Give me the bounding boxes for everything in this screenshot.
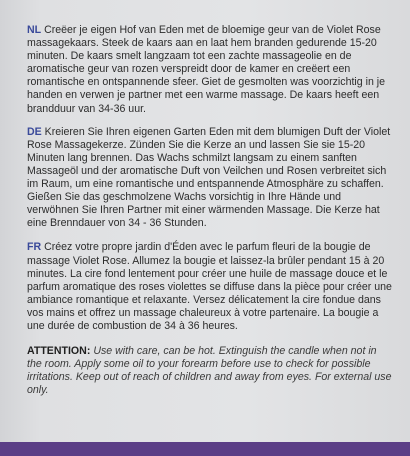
attention-notice [27, 345, 393, 397]
section-de [27, 126, 393, 231]
instructions-block [27, 24, 393, 407]
attention-label: ATTENTION: [27, 345, 91, 358]
section-fr [27, 241, 393, 333]
section-fr-text: Créez votre propre jardin d'Éden avec le parfum fleuri de la bougie de massage Violet Rose. Allumez la bougie et laissez-la brûler pendant 15 à 20 minutes. La cire fond lentement pour créer une huile de massage douce et le parfum aromatique des roses violettes se diffuse dans la pièce pour créer une ambiance romantique et relaxante. Versez délicatement la cire fondue dans vos mains et offrez un massage chaleureux à votre partenaire. La bougie a une durée de combustion de 34 à 36 heures. [27, 241, 392, 332]
section-nl [27, 24, 393, 116]
language-code-nl: NL [27, 24, 42, 36]
language-code-fr: FR [27, 241, 42, 254]
attention-text: Use with care, can be hot. Extinguish the candle when not in the room. Apply some oil to your forearm before use to check for possible irritations. Keep out of reach of children and away from eyes. For external use only. [27, 345, 392, 397]
section-de-text: Kreieren Sie Ihren eigenen Garten Eden mit dem blumigen Duft der Violet Rose Massagekerze. Zünden Sie die Kerze an und lassen Sie sie 15-20 Minuten lang brennen. Das Wachs schmilzt langsam zu einem sanften Massageöl und der aromatische Duft von Veilchen und Rosen verbreitet sich im Raum, um eine romantische und entspannende Atmosphäre zu schaffen. Gießen Sie das geschmolzene Wachs vorsichtig in Ihre Hände und verwöhnen Sie Ihren Partner mit einer wärmenden Massage. Die Kerze hat eine Brenndauer von 34 - 36 Stunden. [27, 125, 391, 230]
purple-bottom-stripe [0, 442, 410, 456]
section-nl-text: Creëer je eigen Hof van Eden met de bloemige geur van de Violet Rose massagekaars. Steek de kaars aan en laat hem branden gedurende 15-20 minuten. De kaars smelt langzaam tot een zachte massageolie en de aromatische geur van rozen verspreidt door de kamer en creëert een romantische en ontspannende sfeer. Giet de gesmolten was voorzichtig in je handen en verwen je partner met een warme massage. De kaars heeft een brandduur van 34-36 uur. [27, 24, 386, 115]
language-code-de: DE [27, 125, 42, 138]
